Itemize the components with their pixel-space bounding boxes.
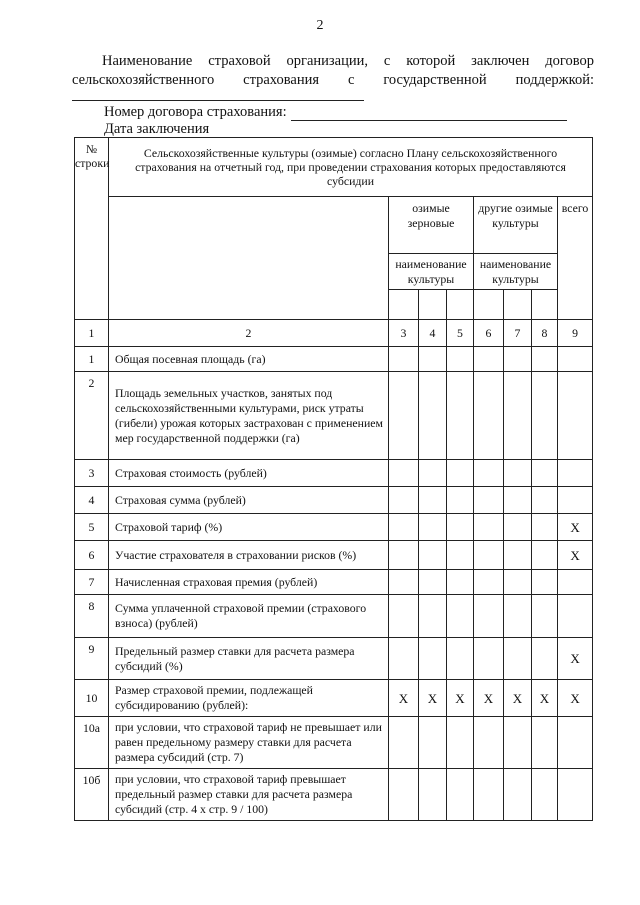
- value-cell[interactable]: [389, 514, 419, 541]
- row-label: Начисленная страховая премия (рублей): [109, 570, 389, 595]
- value-cell[interactable]: [532, 514, 558, 541]
- value-cell[interactable]: [419, 638, 447, 680]
- crop-cell[interactable]: [447, 290, 474, 320]
- table-row: [75, 638, 593, 680]
- conclusion-date-label: Дата заключения: [104, 121, 210, 137]
- value-cell[interactable]: [474, 372, 504, 460]
- value-cell[interactable]: [474, 460, 504, 487]
- value-cell[interactable]: [474, 570, 504, 595]
- value-cell[interactable]: [532, 460, 558, 487]
- conclusion-date-row: [104, 121, 301, 138]
- x-marker-cell: X: [558, 680, 593, 717]
- x-marker-cell: X: [447, 680, 474, 717]
- column-number: 3: [389, 320, 419, 347]
- value-cell[interactable]: [474, 514, 504, 541]
- row-number: 1: [75, 347, 109, 372]
- value-cell[interactable]: [419, 541, 447, 570]
- value-cell[interactable]: [532, 541, 558, 570]
- row-label: Предельный размер ставки для расчета размера субсидий (%): [109, 638, 389, 680]
- row-number: 3: [75, 460, 109, 487]
- table-row: [75, 769, 593, 821]
- value-cell[interactable]: [447, 460, 474, 487]
- insurer-name-blank[interactable]: [72, 100, 364, 101]
- value-cell[interactable]: [389, 717, 419, 769]
- x-marker-cell: X: [558, 541, 593, 570]
- crops-header: Сельскохозяйственные культуры (озимые) согласно Плану сельскохозяйственного страхования на отчетный год, при проведении страхования которых предоставляются субсидии: [109, 138, 593, 197]
- value-cell[interactable]: [504, 595, 532, 638]
- value-cell[interactable]: [558, 460, 593, 487]
- column-number: 6: [474, 320, 504, 347]
- row-label: при условии, что страховой тариф превышает предельный размер ставки для расчета размера субсидий (стр. 4 х стр. 9 / 100): [109, 769, 389, 821]
- value-cell[interactable]: [558, 372, 593, 460]
- insurance-subsidy-table: [74, 137, 593, 821]
- value-cell[interactable]: [474, 347, 504, 372]
- value-cell[interactable]: [389, 487, 419, 514]
- table-row: [75, 372, 593, 460]
- column-number: 5: [447, 320, 474, 347]
- value-cell[interactable]: [504, 347, 532, 372]
- table-row: [75, 460, 593, 487]
- value-cell[interactable]: [389, 372, 419, 460]
- value-cell[interactable]: [419, 514, 447, 541]
- column-number: 7: [504, 320, 532, 347]
- row-number: 2: [75, 372, 109, 460]
- row-label: Страховая стоимость (рублей): [109, 460, 389, 487]
- value-cell[interactable]: [558, 717, 593, 769]
- value-cell[interactable]: [474, 717, 504, 769]
- insurer-heading: [72, 52, 594, 90]
- table-row: [75, 487, 593, 514]
- contract-number-row: [104, 104, 567, 121]
- value-cell[interactable]: [532, 372, 558, 460]
- column-numbers-row: [75, 320, 593, 347]
- value-cell[interactable]: [389, 541, 419, 570]
- value-cell[interactable]: [389, 460, 419, 487]
- column-number: 1: [75, 320, 109, 347]
- value-cell[interactable]: [474, 487, 504, 514]
- insurer-line-1: Наименование страховой организации, с которой заключен договор: [102, 53, 594, 69]
- contract-number-blank[interactable]: [291, 106, 567, 121]
- value-cell[interactable]: [504, 514, 532, 541]
- value-cell[interactable]: [504, 372, 532, 460]
- table-row: [75, 347, 593, 372]
- x-marker-cell: X: [419, 680, 447, 717]
- row-number: 9: [75, 638, 109, 680]
- row-number: 7: [75, 570, 109, 595]
- column-number: 9: [558, 320, 593, 347]
- value-cell[interactable]: [474, 769, 504, 821]
- value-cell[interactable]: [389, 595, 419, 638]
- x-marker-cell: X: [558, 514, 593, 541]
- value-cell[interactable]: [447, 347, 474, 372]
- value-cell[interactable]: [504, 717, 532, 769]
- insurer-line-2: сельскохозяйственного страхования с государственной поддержкой:: [72, 72, 594, 88]
- row-label: Участие страхователя в страховании рисков (%): [109, 541, 389, 570]
- value-cell[interactable]: [447, 638, 474, 680]
- row-number: 8: [75, 595, 109, 638]
- column-number: 4: [419, 320, 447, 347]
- table-row: [75, 541, 593, 570]
- value-cell[interactable]: [419, 570, 447, 595]
- group-other-winter-crops: другие озимые культуры: [474, 197, 558, 254]
- row-label: Размер страховой премии, подлежащей субсидированию (рублей):: [109, 680, 389, 717]
- value-cell[interactable]: [474, 595, 504, 638]
- value-cell[interactable]: [504, 487, 532, 514]
- value-cell[interactable]: [389, 769, 419, 821]
- value-cell[interactable]: [447, 541, 474, 570]
- value-cell[interactable]: [532, 570, 558, 595]
- header-row-groups: [75, 197, 593, 254]
- group-winter-grains: озимые зерновые: [389, 197, 474, 254]
- crop-cell[interactable]: [504, 290, 532, 320]
- row-number: 6: [75, 541, 109, 570]
- value-cell[interactable]: [532, 717, 558, 769]
- value-cell[interactable]: [419, 460, 447, 487]
- row-label: Сумма уплаченной страховой премии (страхового взноса) (рублей): [109, 595, 389, 638]
- value-cell[interactable]: [419, 769, 447, 821]
- crop-cell[interactable]: [532, 290, 558, 320]
- row-number: 10: [75, 680, 109, 717]
- total-header: всего: [558, 197, 593, 320]
- value-cell[interactable]: [389, 638, 419, 680]
- column-number: 8: [532, 320, 558, 347]
- header-blank: [109, 197, 389, 320]
- x-marker-cell: X: [532, 680, 558, 717]
- value-cell[interactable]: [419, 595, 447, 638]
- value-cell[interactable]: [558, 347, 593, 372]
- value-cell[interactable]: [558, 769, 593, 821]
- x-marker-cell: X: [474, 680, 504, 717]
- row-number: 10б: [75, 769, 109, 821]
- value-cell[interactable]: [389, 570, 419, 595]
- value-cell[interactable]: [474, 638, 504, 680]
- header-row-main: [75, 138, 593, 197]
- value-cell[interactable]: [532, 487, 558, 514]
- value-cell[interactable]: [447, 570, 474, 595]
- column-number: 2: [109, 320, 389, 347]
- value-cell[interactable]: [447, 514, 474, 541]
- value-cell[interactable]: [419, 487, 447, 514]
- value-cell[interactable]: [532, 769, 558, 821]
- value-cell[interactable]: [532, 347, 558, 372]
- table-row: [75, 514, 593, 541]
- value-cell[interactable]: [447, 372, 474, 460]
- value-cell[interactable]: [447, 717, 474, 769]
- crop-cell[interactable]: [474, 290, 504, 320]
- value-cell[interactable]: [447, 769, 474, 821]
- value-cell[interactable]: [447, 595, 474, 638]
- crop-name-header-2: наименование культуры: [474, 254, 558, 290]
- value-cell[interactable]: [504, 541, 532, 570]
- rownum-header: № строки: [75, 138, 109, 320]
- x-marker-cell: X: [558, 638, 593, 680]
- crop-cell[interactable]: [419, 290, 447, 320]
- row-label: при условии, что страховой тариф не превышает или равен предельному размеру ставки для расчета размера субсидий (стр. 7): [109, 717, 389, 769]
- crop-name-header-1: наименование культуры: [389, 254, 474, 290]
- value-cell[interactable]: [558, 570, 593, 595]
- x-marker-cell: X: [504, 680, 532, 717]
- row-label: Страховой тариф (%): [109, 514, 389, 541]
- x-marker-cell: X: [389, 680, 419, 717]
- table-row: [75, 570, 593, 595]
- value-cell[interactable]: [504, 570, 532, 595]
- crop-cell[interactable]: [389, 290, 419, 320]
- row-number: 4: [75, 487, 109, 514]
- table-row: [75, 595, 593, 638]
- table-row: [75, 717, 593, 769]
- row-number: 10а: [75, 717, 109, 769]
- value-cell[interactable]: [389, 347, 419, 372]
- value-cell[interactable]: [419, 372, 447, 460]
- row-label: Страховая сумма (рублей): [109, 487, 389, 514]
- page-number: 2: [316, 18, 324, 33]
- value-cell[interactable]: [558, 487, 593, 514]
- value-cell[interactable]: [474, 541, 504, 570]
- value-cell[interactable]: [504, 638, 532, 680]
- value-cell[interactable]: [532, 638, 558, 680]
- value-cell[interactable]: [558, 595, 593, 638]
- value-cell[interactable]: [532, 595, 558, 638]
- contract-number-label: Номер договора страхования:: [104, 104, 287, 120]
- row-label: Общая посевная площадь (га): [109, 347, 389, 372]
- row-number: 5: [75, 514, 109, 541]
- value-cell[interactable]: [504, 460, 532, 487]
- table-row: [75, 680, 593, 717]
- value-cell[interactable]: [447, 487, 474, 514]
- row-label: Площадь земельных участков, занятых под сельскохозяйственными культурами, риск утраты (гибели) урожая которых застрахован с применением мер государственной поддержки (га): [109, 372, 389, 460]
- value-cell[interactable]: [504, 769, 532, 821]
- value-cell[interactable]: [419, 717, 447, 769]
- value-cell[interactable]: [419, 347, 447, 372]
